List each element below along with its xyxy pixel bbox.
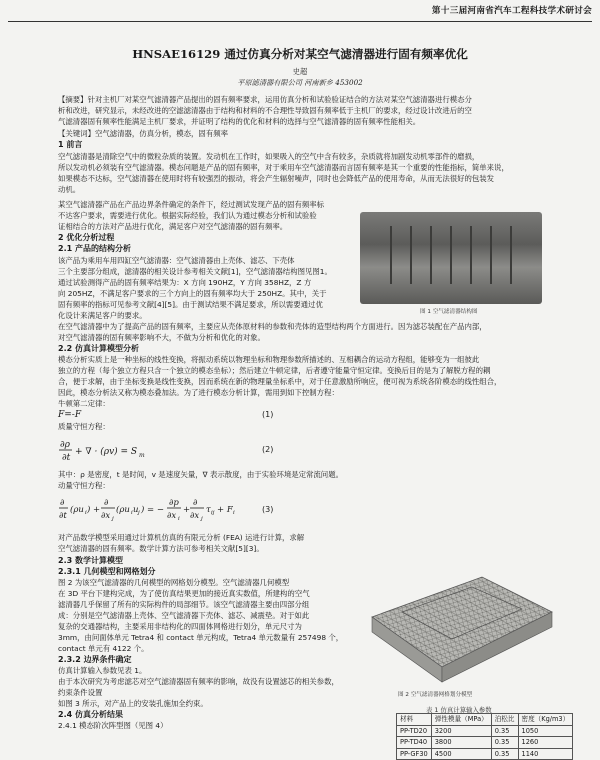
paper-title: HNSAE16129 通过仿真分析对某空气滤清器进行固有频率优化: [132, 47, 468, 61]
subsection-heading: 2.2 仿真计算模型分析: [58, 344, 139, 353]
svg-text:) +: ) +: [87, 505, 101, 515]
table-cell: 1260: [518, 737, 573, 749]
section-heading: 1 前言: [58, 140, 83, 149]
svg-text:∂: ∂: [193, 498, 198, 508]
svg-text:(ρu: (ρu: [116, 505, 130, 515]
svg-text:+ ∇ · (ρv) = S: + ∇ · (ρv) = S: [75, 447, 138, 457]
body-line: 在空气滤清器中为了提高产品的固有频率，主要应从壳体原材料的参数和壳体的造型结构两个方面进行。因为滤芯装配在产品内部，: [58, 322, 487, 331]
subsection-heading: 2.3.1 几何模型和网格划分: [58, 567, 156, 576]
body-line: 滤清器几乎保留了所有的实际构件的局部细节。该空气滤清器主要由四部分组: [58, 600, 310, 609]
table-cell: 1140: [518, 748, 573, 760]
running-header: 第十三届河南省汽车工程科技学术研讨会: [431, 6, 592, 16]
body-line: 复杂的交通器结构，主要采用非结构化的四面体网格进行划分，单元尺寸为: [58, 622, 302, 631]
body-line: 证相结合的方法对产品进行优化，满足客户对空气滤清器的固有频率。: [58, 222, 288, 231]
subsection-heading: 2.1 产品的结构分析: [58, 244, 131, 253]
svg-text:+: +: [183, 505, 191, 515]
svg-text:i: i: [233, 510, 235, 516]
material-table: [396, 713, 573, 760]
body-line: 向 205HZ，不满足客户要求的三个方向上的固有频率均大于 250HZ。其中，关于: [58, 289, 327, 298]
svg-text:+ F: + F: [217, 505, 233, 515]
body-line: 图 2 为该空气滤清器的几何模型的网格划分模型。空气滤清器几何模型: [58, 578, 290, 587]
svg-text:∂: ∂: [104, 498, 109, 508]
abstract-line: 气滤清器固有频率性能满足主机厂要求，并证明了结构的优化和材料的选择与空气滤清器的固有频率性能相关。: [58, 117, 421, 126]
body-line: 固有频率的指标可见参考文献[4][5]。由于测试结果不满足要求，所以需要通过优: [58, 300, 323, 309]
table-header-row: [397, 714, 573, 726]
body-line: 其中：ρ 是密度，t 是时间，v 是速度矢量，∇ 表示散度，由于实验环境是定常流问题。: [58, 470, 343, 479]
equation-number: (2): [262, 445, 274, 454]
svg-text:u: u: [133, 505, 139, 515]
body-line: contact 单元有 4122 个。: [58, 644, 149, 653]
svg-text:τ: τ: [206, 505, 211, 515]
figure-air-filter-photo: [360, 212, 542, 304]
intro-line: 动机。: [58, 185, 81, 194]
intro-line: 所以发动机必须装有空气滤清器。模态问题是产品的固有频率，对于乘用车空气滤清器而言固有频率是其一个重要的性能指标，简单来说，: [58, 163, 509, 172]
table-row: [397, 737, 573, 749]
subsection-heading: 2.3 数学计算模型: [58, 556, 123, 565]
table-header: 密度（Kg/m3）: [518, 714, 573, 726]
table-cell: 3800: [431, 737, 491, 749]
keywords: 【关键词】空气滤清器，仿真分析，模态，固有频率: [58, 129, 228, 138]
body-line: 成：分别是空气滤清器上壳体、空气滤清器下壳体、滤芯、减震垫。对于如此: [58, 611, 310, 620]
body-line: 合，便于求解，由于坐标变换是线性变换，因而系统在新的物理量坐标系中，对于任意激励所响应，便可视为系统各阶模态的线性组合，: [58, 377, 502, 386]
author: 史超: [292, 67, 308, 76]
body-line: 3mm，由问面体单元 Tetra4 和 contact 单元构成，Tetra4 单元数量有 257498 个，: [58, 633, 344, 642]
affiliation: 平原滤清器有限公司 河南新乡 453002: [237, 78, 363, 87]
table-header: 泊松比: [491, 714, 518, 726]
body-line: 模态分析实质上是一种坐标的线性变换，将振动系统以物理坐标和物理参数所描述的、互相耦合的运动方程组，能够变为一组彼此: [58, 355, 480, 364]
svg-text:i: i: [178, 516, 180, 522]
table-cell: 0.35: [491, 748, 518, 760]
body-line: 该产品为乘用车用四缸空气滤清器：空气滤清器由上壳体、滤芯、下壳体: [58, 256, 295, 265]
body-line: 通过试验测得产品的固有频率结果为：X 方向 190HZ，Y 方向 358HZ，Z 方: [58, 278, 312, 287]
table-row: [397, 725, 573, 737]
body-line: 某空气滤清器产品在产品边界条件确定的条件下，经过测试发现产品的固有频率标: [58, 200, 325, 209]
equation-1: F=-F: [58, 410, 82, 420]
svg-text:(ρu: (ρu: [70, 505, 84, 515]
body-line: 因此，模态分析法又称为模态叠加法。为了进行模态分析计算，需用到如下控制方程：: [58, 388, 339, 397]
body-line: 化设计来满足客户的要求。: [58, 311, 147, 320]
table-cell: 3200: [431, 725, 491, 737]
body-line: 三个主要部分组成，滤清器的相关设计参考相关文献[1]，空气滤清器结构图见图1。: [58, 267, 332, 276]
body-line: 在 3D 平台下建构完成，为了使仿真结果更加的接近真实数值，所建构的空气: [58, 589, 310, 598]
subsection-heading: 2.4 仿真分析结果: [58, 710, 123, 719]
figure-caption: 图 2 空气滤清器网格划分模型: [398, 692, 473, 698]
header-rule: [8, 21, 592, 22]
svg-text:i: i: [85, 510, 87, 516]
svg-text:∂t: ∂t: [59, 511, 67, 521]
body-line: 空气滤清器的固有频率。数学计算方法可参考相关文献[5][3]。: [58, 544, 264, 553]
table-cell: 4500: [431, 748, 491, 760]
svg-text:∂ρ: ∂ρ: [60, 440, 70, 450]
svg-text:∂x: ∂x: [101, 511, 111, 521]
label: 质量守恒方程：: [58, 422, 110, 431]
svg-text:j: j: [201, 516, 203, 522]
table-caption: 表 1 仿真计算输入参数: [426, 706, 492, 714]
body-line: 仿真计算输入参数见表 1。: [58, 666, 147, 675]
table-cell: PP-TD20: [397, 725, 432, 737]
subsection-heading: 2.3.2 边界条件确定: [58, 655, 132, 664]
svg-text:j: j: [138, 510, 140, 516]
table-cell: PP-TD40: [397, 737, 432, 749]
svg-text:∂: ∂: [60, 498, 65, 508]
abstract-line: 【摘要】针对主机厂对某空气滤清器产品提出的固有频率要求，运用仿真分析和试验验证结合的方法对某空气滤清器进行模态分: [58, 95, 472, 104]
table-cell: 0.35: [491, 737, 518, 749]
svg-text:) = −: ) = −: [141, 505, 164, 515]
label: 牛顿第二定律：: [58, 399, 110, 408]
equation-2: [58, 435, 168, 469]
equation-number: (1): [262, 410, 274, 419]
svg-text:i: i: [131, 510, 133, 516]
table-row: [397, 748, 573, 760]
abstract-line: 析和改进，研究显示，未经改进的空滤滤清器由于结构和材料的不合理性导致固有频率低于主机厂的要求，经过设计改进后的空: [58, 106, 472, 115]
table-header: 材料: [397, 714, 432, 726]
body-line: 不达客户要求，需要进行优化。根据实际经验，我们认为通过模态分析和试验验: [58, 211, 317, 220]
table-cell: PP-GF30: [397, 748, 432, 760]
table-cell: 1050: [518, 725, 573, 737]
equation-3: [58, 494, 258, 528]
intro-line: 如果模态不达标，空气滤清器在使用时将有较强烈的振动，将会产生辐射噪声，同时也会降低产品的使用寿命，从而无法很好的包装发: [58, 174, 495, 183]
label: 动量守恒方程：: [58, 481, 110, 490]
table-cell: 0.35: [491, 725, 518, 737]
body-line: 对产品数学模型采用通过计算机仿真的有限元分析 (FEA) 运进行计算，求解: [58, 533, 305, 542]
section-heading: 2 优化分析过程: [58, 233, 115, 242]
body-line: 对空气滤清器的固有频率影响不大，不做为分析和优化的对象。: [58, 333, 265, 342]
figure-caption: 图 1 空气滤清器结构图: [420, 309, 478, 315]
svg-text:∂t: ∂t: [62, 453, 71, 463]
subsection-heading: 2.4.1 模态阶次阵型图（见图 4）: [58, 721, 168, 730]
figure-mesh-model: [362, 557, 558, 689]
body-line: 由于本次研究为考虑滤芯对空气滤清器固有频率的影响，故没有设置滤芯的相关参数，: [58, 677, 339, 686]
intro-line: 空气滤清器是清除空气中的微粒杂质的装置。发动机在工作时，如果吸入的空气中含有较多，杂质就将加剧发动机零部件的磨损，: [58, 152, 480, 161]
svg-text:ij: ij: [211, 510, 215, 516]
svg-text:∂x: ∂x: [190, 511, 200, 521]
body-line: 如图 3 所示，对产品上的安装孔施加全约束。: [58, 699, 208, 708]
svg-text:∂x: ∂x: [167, 511, 177, 521]
body-line: 独立的方程（每个独立方程只含一个独立的模态坐标）；然后建立牛顿定律，后者遵守能量守恒定律。变换后目的是为了解脱方程的耦: [58, 366, 491, 375]
svg-text:∂p: ∂p: [169, 498, 179, 508]
equation-number: (3): [262, 505, 274, 514]
table-header: 弹性模量（MPa）: [431, 714, 491, 726]
svg-text:m: m: [139, 452, 145, 459]
body-line: 约束条件设置: [58, 688, 103, 697]
svg-text:j: j: [112, 516, 114, 522]
